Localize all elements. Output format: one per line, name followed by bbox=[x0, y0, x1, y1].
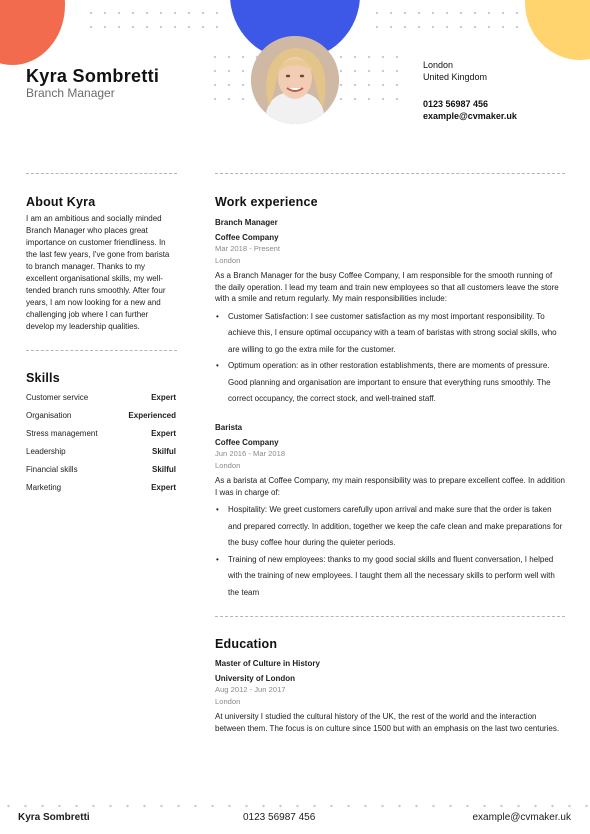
job-location: London bbox=[215, 256, 241, 265]
decorative-dot-pattern bbox=[370, 6, 520, 32]
job-title: Branch Manager bbox=[215, 218, 278, 227]
job-bullet-text: Customer Satisfaction: I see customer satisfaction as my most important responsibility. To achieve this, I ensure optimal occupancy with a team of baristas with strong social skills, who are willing to go the extra mile for the customer. bbox=[228, 311, 557, 354]
skill-name: Financial skills bbox=[26, 465, 78, 474]
job-entry bbox=[215, 217, 565, 408]
skill-name: Customer service bbox=[26, 393, 89, 402]
contact-country: United Kingdom bbox=[423, 72, 488, 82]
decorative-corner-shape-left bbox=[0, 0, 65, 65]
about-section-title: About Kyra bbox=[26, 195, 96, 209]
profile-photo bbox=[251, 36, 339, 124]
skill-row bbox=[26, 446, 176, 464]
skill-level: Expert bbox=[151, 483, 176, 492]
education-entry bbox=[215, 658, 565, 734]
job-dates: Mar 2018 - Present bbox=[215, 244, 280, 253]
section-divider bbox=[215, 616, 565, 617]
skill-row bbox=[26, 392, 176, 410]
section-divider bbox=[26, 350, 177, 351]
education-section-title: Education bbox=[215, 637, 278, 651]
job-entry bbox=[215, 422, 565, 601]
job-bullet bbox=[215, 309, 565, 359]
skill-name: Marketing bbox=[26, 483, 62, 492]
job-bullet bbox=[215, 502, 565, 552]
profile-photo-illustration bbox=[251, 36, 339, 124]
job-bullet-list bbox=[215, 309, 565, 408]
job-location: London bbox=[215, 461, 241, 470]
decorative-dot-pattern bbox=[84, 6, 224, 32]
skill-name: Organisation bbox=[26, 411, 72, 420]
job-description: As a barista at Coffee Company, my main responsibility was to prepare excellent coffee. In addition I was in charge of: bbox=[215, 476, 565, 497]
skill-level: Skilful bbox=[151, 465, 176, 474]
education-location: London bbox=[215, 697, 241, 706]
job-bullet bbox=[215, 552, 565, 602]
skill-level: Skilful bbox=[151, 447, 176, 456]
page-footer bbox=[0, 812, 590, 828]
education-degree: Master of Culture in History bbox=[215, 659, 320, 668]
skill-row bbox=[26, 482, 176, 500]
bullet-icon: • bbox=[216, 311, 219, 321]
job-bullet bbox=[215, 358, 565, 408]
skill-name: Stress management bbox=[26, 429, 98, 438]
skill-level: Expert bbox=[151, 393, 176, 402]
footer-name: Kyra Sombretti bbox=[18, 812, 90, 823]
decorative-dot-pattern bbox=[0, 804, 590, 808]
job-description: As a Branch Manager for the busy Coffee Company, I am responsible for the smooth running of the daily operation. I lead my team and train new employees so that all customers leave the store with a smile and return regularly. My main responsibilities include: bbox=[215, 271, 559, 303]
skill-name: Leadership bbox=[26, 447, 66, 456]
decorative-corner-shape-right bbox=[525, 0, 590, 60]
about-text: I am an ambitious and socially minded Branch Manager who places great importance on customer friendliness. In the last few years, I've gone from barista to branch manager. Thanks to my excellent organisational skills, my well-tended branch runs smoothly. After four years, I am now looking for a new and challenging job where I can further develop my leadership qualities. bbox=[26, 214, 170, 331]
education-description: At university I studied the cultural history of the UK, the rest of the world and the interaction between them. The focus is on culture since 1500 but with an emphasis on the last two centuries. bbox=[215, 712, 560, 733]
footer-email: example@cvmaker.uk bbox=[472, 812, 571, 823]
job-bullet-text: Hospitality: We greet customers carefully upon arrival and make sure that the order is taken and prepared correctly. In addition, together we keep the cafe clean and make preparations for the busy coffee hour during the quieter periods. bbox=[228, 505, 563, 547]
skill-level: Experienced bbox=[128, 411, 176, 420]
job-company: Coffee Company bbox=[215, 438, 279, 447]
job-dates: Jun 2016 - Mar 2018 bbox=[215, 449, 286, 458]
bullet-icon: • bbox=[216, 505, 219, 514]
job-bullet-list bbox=[215, 502, 565, 601]
contact-city: London bbox=[423, 60, 454, 70]
skill-row bbox=[26, 410, 176, 428]
section-divider bbox=[215, 173, 565, 174]
work-section-title: Work experience bbox=[215, 195, 318, 209]
skill-level: Expert bbox=[151, 429, 176, 438]
job-bullet-text: Training of new employees: thanks to my good social skills and fluent conversation, I helped with the training of new employees. I taught them all the necessary skills to perform well with the team bbox=[228, 554, 555, 597]
contact-email: example@cvmaker.uk bbox=[423, 111, 517, 121]
section-divider bbox=[26, 173, 177, 174]
bullet-icon: • bbox=[216, 554, 219, 564]
education-dates: Aug 2012 - Jun 2017 bbox=[215, 685, 286, 694]
skill-row bbox=[26, 428, 176, 446]
candidate-role: Branch Manager bbox=[26, 86, 115, 100]
bullet-icon: • bbox=[216, 361, 219, 370]
education-school: University of London bbox=[215, 674, 295, 683]
job-company: Coffee Company bbox=[215, 233, 279, 242]
skill-row bbox=[26, 464, 176, 482]
job-bullet-text: Optimum operation: as in other restoration establishments, there are moments of pressure. Good planning and organisation are important to ensure that everything runs smoothly. The correct occupancy, the correct stock, and well-trained staff. bbox=[228, 361, 551, 403]
skills-list bbox=[26, 392, 176, 500]
footer-phone: 0123 56987 456 bbox=[243, 812, 316, 823]
skills-section-title: Skills bbox=[26, 371, 60, 385]
contact-phone: 0123 56987 456 bbox=[423, 99, 489, 109]
job-title: Barista bbox=[215, 423, 243, 432]
candidate-name: Kyra Sombretti bbox=[26, 66, 160, 86]
